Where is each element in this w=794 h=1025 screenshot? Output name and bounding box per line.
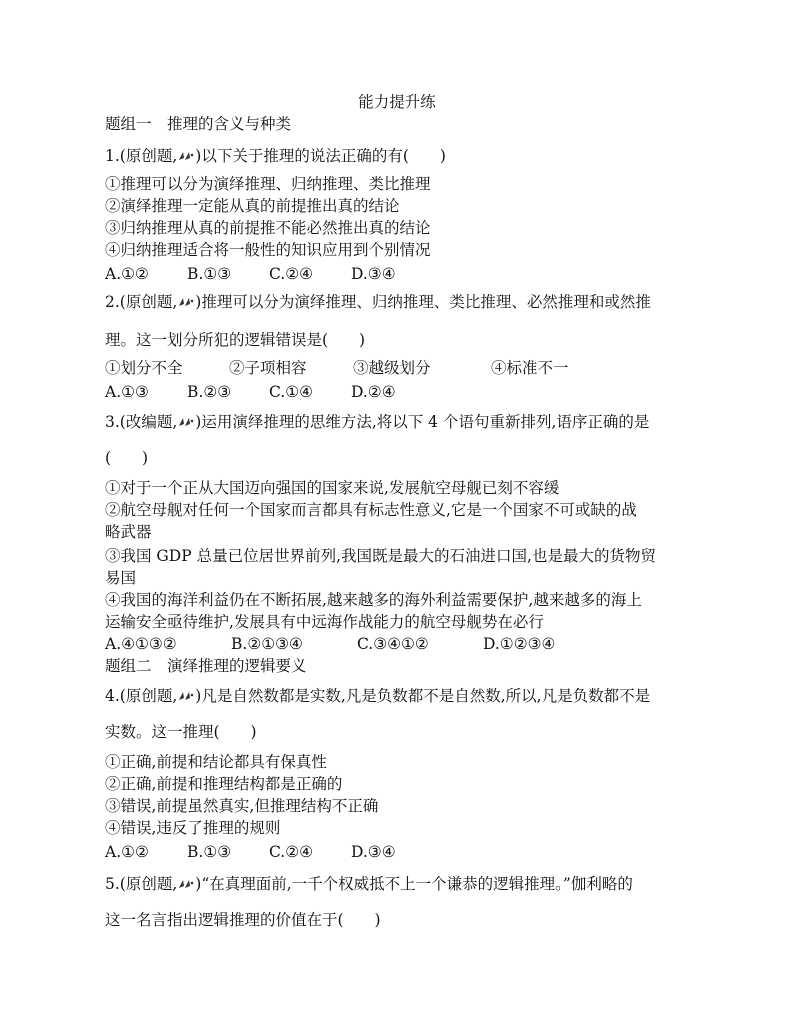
q1-item-2: ②演绎推理一定能从真的前提推出真的结论 (105, 197, 400, 215)
q2-item-4: ④标准不一 (491, 359, 569, 377)
question-1-text: )以下关于推理的说法正确的有( ) (195, 147, 446, 165)
q2-item-2: ②子项相容 (229, 359, 307, 377)
q4-item-4: ④错误,违反了推理的规则 (105, 819, 281, 837)
question-2-prefix: 2.(原创题, (105, 293, 178, 311)
question-2-text: )推理可以分为演绎推理、归纳推理、类比推理、必然推理和或然推 (195, 293, 651, 311)
q4-option-b[interactable]: B.①③ (187, 843, 232, 861)
q2-option-d[interactable]: D.②④ (351, 383, 396, 401)
question-5-stem-line-2: 这一名言指出逻辑推理的价值在于( ) (105, 911, 381, 929)
q4-item-1: ①正确,前提和结论都具有保真性 (105, 753, 327, 771)
question-4-text: )凡是自然数都是实数,凡是负数都不是自然数,所以,凡是负数都不是 (195, 687, 651, 705)
question-5-text: )“在真理面前,一千个权威抵不上一个谦恭的逻辑推理。”伽利略的 (195, 875, 633, 893)
q2-option-c[interactable]: C.①④ (269, 383, 314, 401)
q1-options (105, 264, 396, 284)
q3-option-d[interactable]: D.①②③④ (483, 635, 556, 653)
q1-item-1: ①推理可以分为演绎推理、归纳推理、类比推理 (105, 175, 431, 193)
q2-option-b[interactable]: B.②③ (187, 383, 232, 401)
question-1-stem (105, 146, 446, 166)
q3-option-c[interactable]: C.③④①② (357, 635, 429, 653)
q3-option-b[interactable]: B.②①③④ (231, 635, 303, 653)
group-heading-2: 题组二 演绎推理的逻辑要义 (105, 657, 307, 675)
question-3-prefix: 3.(改编题, (105, 413, 178, 431)
q3-item-3-cont: 易国 (105, 569, 137, 587)
q1-item-4: ④归纳推理适合将一般性的知识应用到个别情况 (105, 241, 431, 259)
question-3-stem-line-2: ( ) (105, 449, 149, 467)
group-heading-1: 题组一 推理的含义与种类 (105, 115, 292, 133)
q3-item-2-cont: 略武器 (105, 523, 152, 541)
q3-item-4-cont: 运输安全亟待维护,发展具有中远海作战能力的航空母舰势在必行 (105, 613, 544, 631)
q2-item-3: ③越级划分 (353, 359, 431, 377)
q3-item-2: ②航空母舰对任何一个国家而言都具有标志性意义,它是一个国家不可或缺的战 (105, 501, 637, 519)
question-3-text: )运用演绎推理的思维方法,将以下 4 个语句重新排列,语序正确的是 (195, 413, 650, 431)
q4-options (105, 842, 396, 862)
q4-option-d[interactable]: D.③④ (351, 843, 396, 861)
difficulty-star-icon (177, 295, 195, 309)
q3-item-3: ③我国 GDP 总量已位居世界前列,我国既是最大的石油进口国,也是最大的货物贸 (105, 547, 656, 565)
question-4-stem (105, 686, 650, 706)
question-3-stem (105, 412, 649, 432)
q1-item-3: ③归纳推理从真的前提推不能必然推出真的结论 (105, 219, 431, 237)
question-1-prefix: 1.(原创题, (105, 147, 178, 165)
q3-option-a[interactable]: A.④①③② (105, 635, 177, 653)
difficulty-star-icon (177, 689, 195, 703)
q4-item-3: ③错误,前提虽然真实,但推理结构不正确 (105, 797, 379, 815)
question-5-prefix: 5.(原创题, (105, 875, 178, 893)
difficulty-star-icon (177, 149, 195, 163)
q3-options (105, 634, 555, 654)
question-2-stem-line-2: 理。这一划分所犯的逻辑错误是( ) (105, 331, 366, 349)
question-5-stem (105, 874, 633, 894)
q1-option-a[interactable]: A.①② (105, 265, 149, 283)
difficulty-star-icon (177, 877, 195, 891)
q1-option-b[interactable]: B.①③ (187, 265, 232, 283)
q1-option-d[interactable]: D.③④ (351, 265, 396, 283)
q1-option-c[interactable]: C.②④ (269, 265, 314, 283)
q4-option-c[interactable]: C.②④ (269, 843, 314, 861)
q3-item-1: ①对于一个正从大国迈向强国的国家来说,发展航空母舰已刻不容缓 (105, 479, 560, 497)
difficulty-star-icon (177, 415, 195, 429)
q2-items (105, 358, 569, 378)
q2-item-1: ①划分不全 (105, 359, 183, 377)
question-4-stem-line-2: 实数。这一推理( ) (105, 723, 257, 741)
question-2-stem (105, 292, 651, 312)
q3-item-4: ④我国的海洋利益仍在不断拓展,越来越多的海外利益需要保护,越来越多的海上 (105, 591, 642, 609)
q2-options (105, 382, 396, 402)
question-4-prefix: 4.(原创题, (105, 687, 178, 705)
page-title: 能力提升练 (358, 93, 436, 111)
q4-option-a[interactable]: A.①② (105, 843, 149, 861)
q2-option-a[interactable]: A.①③ (105, 383, 149, 401)
q4-item-2: ②正确,前提和推理结构都是正确的 (105, 775, 343, 793)
